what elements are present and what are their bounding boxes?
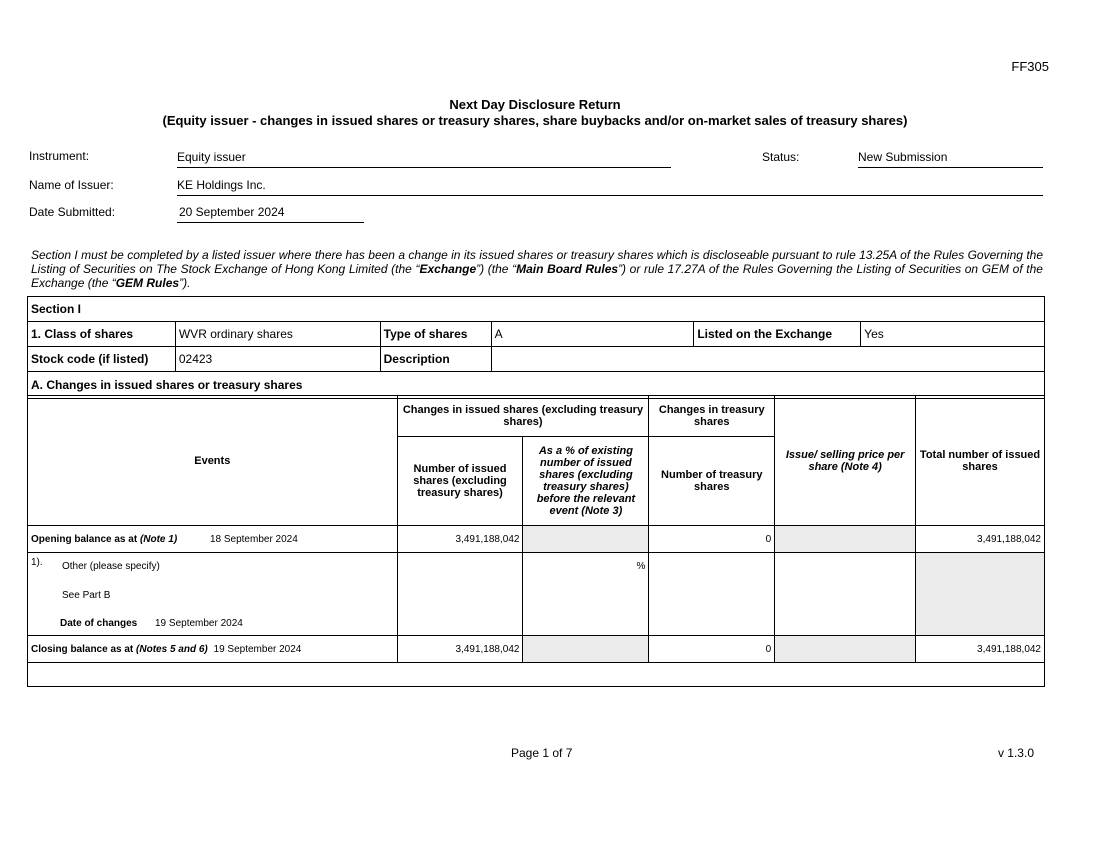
num-treasury-header: Number of treasury shares — [649, 437, 775, 526]
opening-issued: 3,491,188,042 — [397, 526, 523, 553]
intro-paragraph: Section I must be completed by a listed issuer where there has been a change in its issued shares or treasury shares which is discloseable pursuant to rule 13.25A of the Rules Governing the Listing of Securities on The Stock Exchange of Hong Kong Limited (the “Exchange”) (the “Main Board Rules”) or rule 17.27A of the Rules Governing the Listing of Securities on GEM of the Exchange (the “GEM Rules”). — [31, 248, 1043, 290]
closing-pct — [523, 636, 649, 663]
opening-treasury: 0 — [649, 526, 775, 553]
section-1-table — [27, 296, 1045, 399]
description-value — [491, 347, 1044, 372]
instrument-label: Instrument: — [29, 149, 90, 163]
closing-balance-cell: Closing balance as at (Notes 5 and 6) 19 September 2024 — [28, 636, 398, 663]
opening-balance-row — [28, 526, 1045, 553]
closing-total: 3,491,188,042 — [916, 636, 1045, 663]
opening-balance-cell: Opening balance as at (Note 1) 18 September 2024 — [28, 526, 398, 553]
page-number: Page 1 of 7 — [511, 746, 573, 760]
date-submitted-label: Date Submitted: — [29, 205, 116, 219]
pct-header: As a % of existing number of issued shares (excluding treasury shares) before the relevant event (Note 3) — [523, 437, 649, 526]
listed-value: Yes — [861, 322, 1045, 347]
issuer-label: Name of Issuer: — [29, 178, 114, 192]
opening-pct — [523, 526, 649, 553]
page-subtitle: (Equity issuer - changes in issued shares or treasury shares, share buybacks and/or on-market sales of treasury shares) — [162, 113, 908, 128]
changes-issued-header: Changes in issued shares (excluding treasury shares) — [397, 396, 649, 437]
event-1-price — [775, 553, 916, 636]
part-a-title: A. Changes in issued shares or treasury shares — [28, 372, 1045, 399]
price-header: Issue/ selling price per share (Note 4) — [775, 396, 916, 526]
num-issued-header: Number of issued shares (excluding treasury shares) — [397, 437, 523, 526]
type-of-shares-label: Type of shares — [380, 322, 491, 347]
issuer-value: KE Holdings Inc. — [177, 178, 1043, 196]
date-submitted-value: 20 September 2024 — [177, 205, 364, 223]
closing-issued: 3,491,188,042 — [397, 636, 523, 663]
total-issued-header: Total number of issued shares — [916, 396, 1045, 526]
changes-table — [27, 395, 1045, 687]
event-1-row — [28, 553, 1045, 636]
closing-treasury: 0 — [649, 636, 775, 663]
event-1-cell: 1). Other (please specify) See Part B Date of changes 19 September 2024 — [28, 553, 398, 636]
opening-total: 3,491,188,042 — [916, 526, 1045, 553]
changes-treasury-header: Changes in treasury shares — [649, 396, 775, 437]
stock-code-label: Stock code (if listed) — [28, 347, 176, 372]
closing-balance-row — [28, 636, 1045, 663]
description-label: Description — [380, 347, 491, 372]
event-1-total — [916, 553, 1045, 636]
status-value: New Submission — [858, 150, 1043, 168]
status-label: Status: — [762, 150, 800, 164]
class-of-shares-value: WVR ordinary shares — [175, 322, 380, 347]
form-code: FF305 — [1011, 59, 1049, 74]
stock-code-value: 02423 — [175, 347, 380, 372]
opening-price — [775, 526, 916, 553]
class-of-shares-label: 1. Class of shares — [28, 322, 176, 347]
page-title: Next Day Disclosure Return — [449, 97, 621, 112]
events-header: Events — [28, 396, 398, 526]
event-1-treasury — [649, 553, 775, 636]
event-1-issued — [397, 553, 523, 636]
instrument-value: Equity issuer — [177, 150, 671, 168]
blank-row-cell — [28, 663, 1045, 687]
event-1-pct: % — [523, 553, 649, 636]
listed-label: Listed on the Exchange — [694, 322, 861, 347]
section-1-title: Section I — [28, 297, 1045, 322]
blank-row — [28, 663, 1045, 687]
type-of-shares-value: A — [491, 322, 694, 347]
closing-price — [775, 636, 916, 663]
version: v 1.3.0 — [997, 746, 1034, 760]
